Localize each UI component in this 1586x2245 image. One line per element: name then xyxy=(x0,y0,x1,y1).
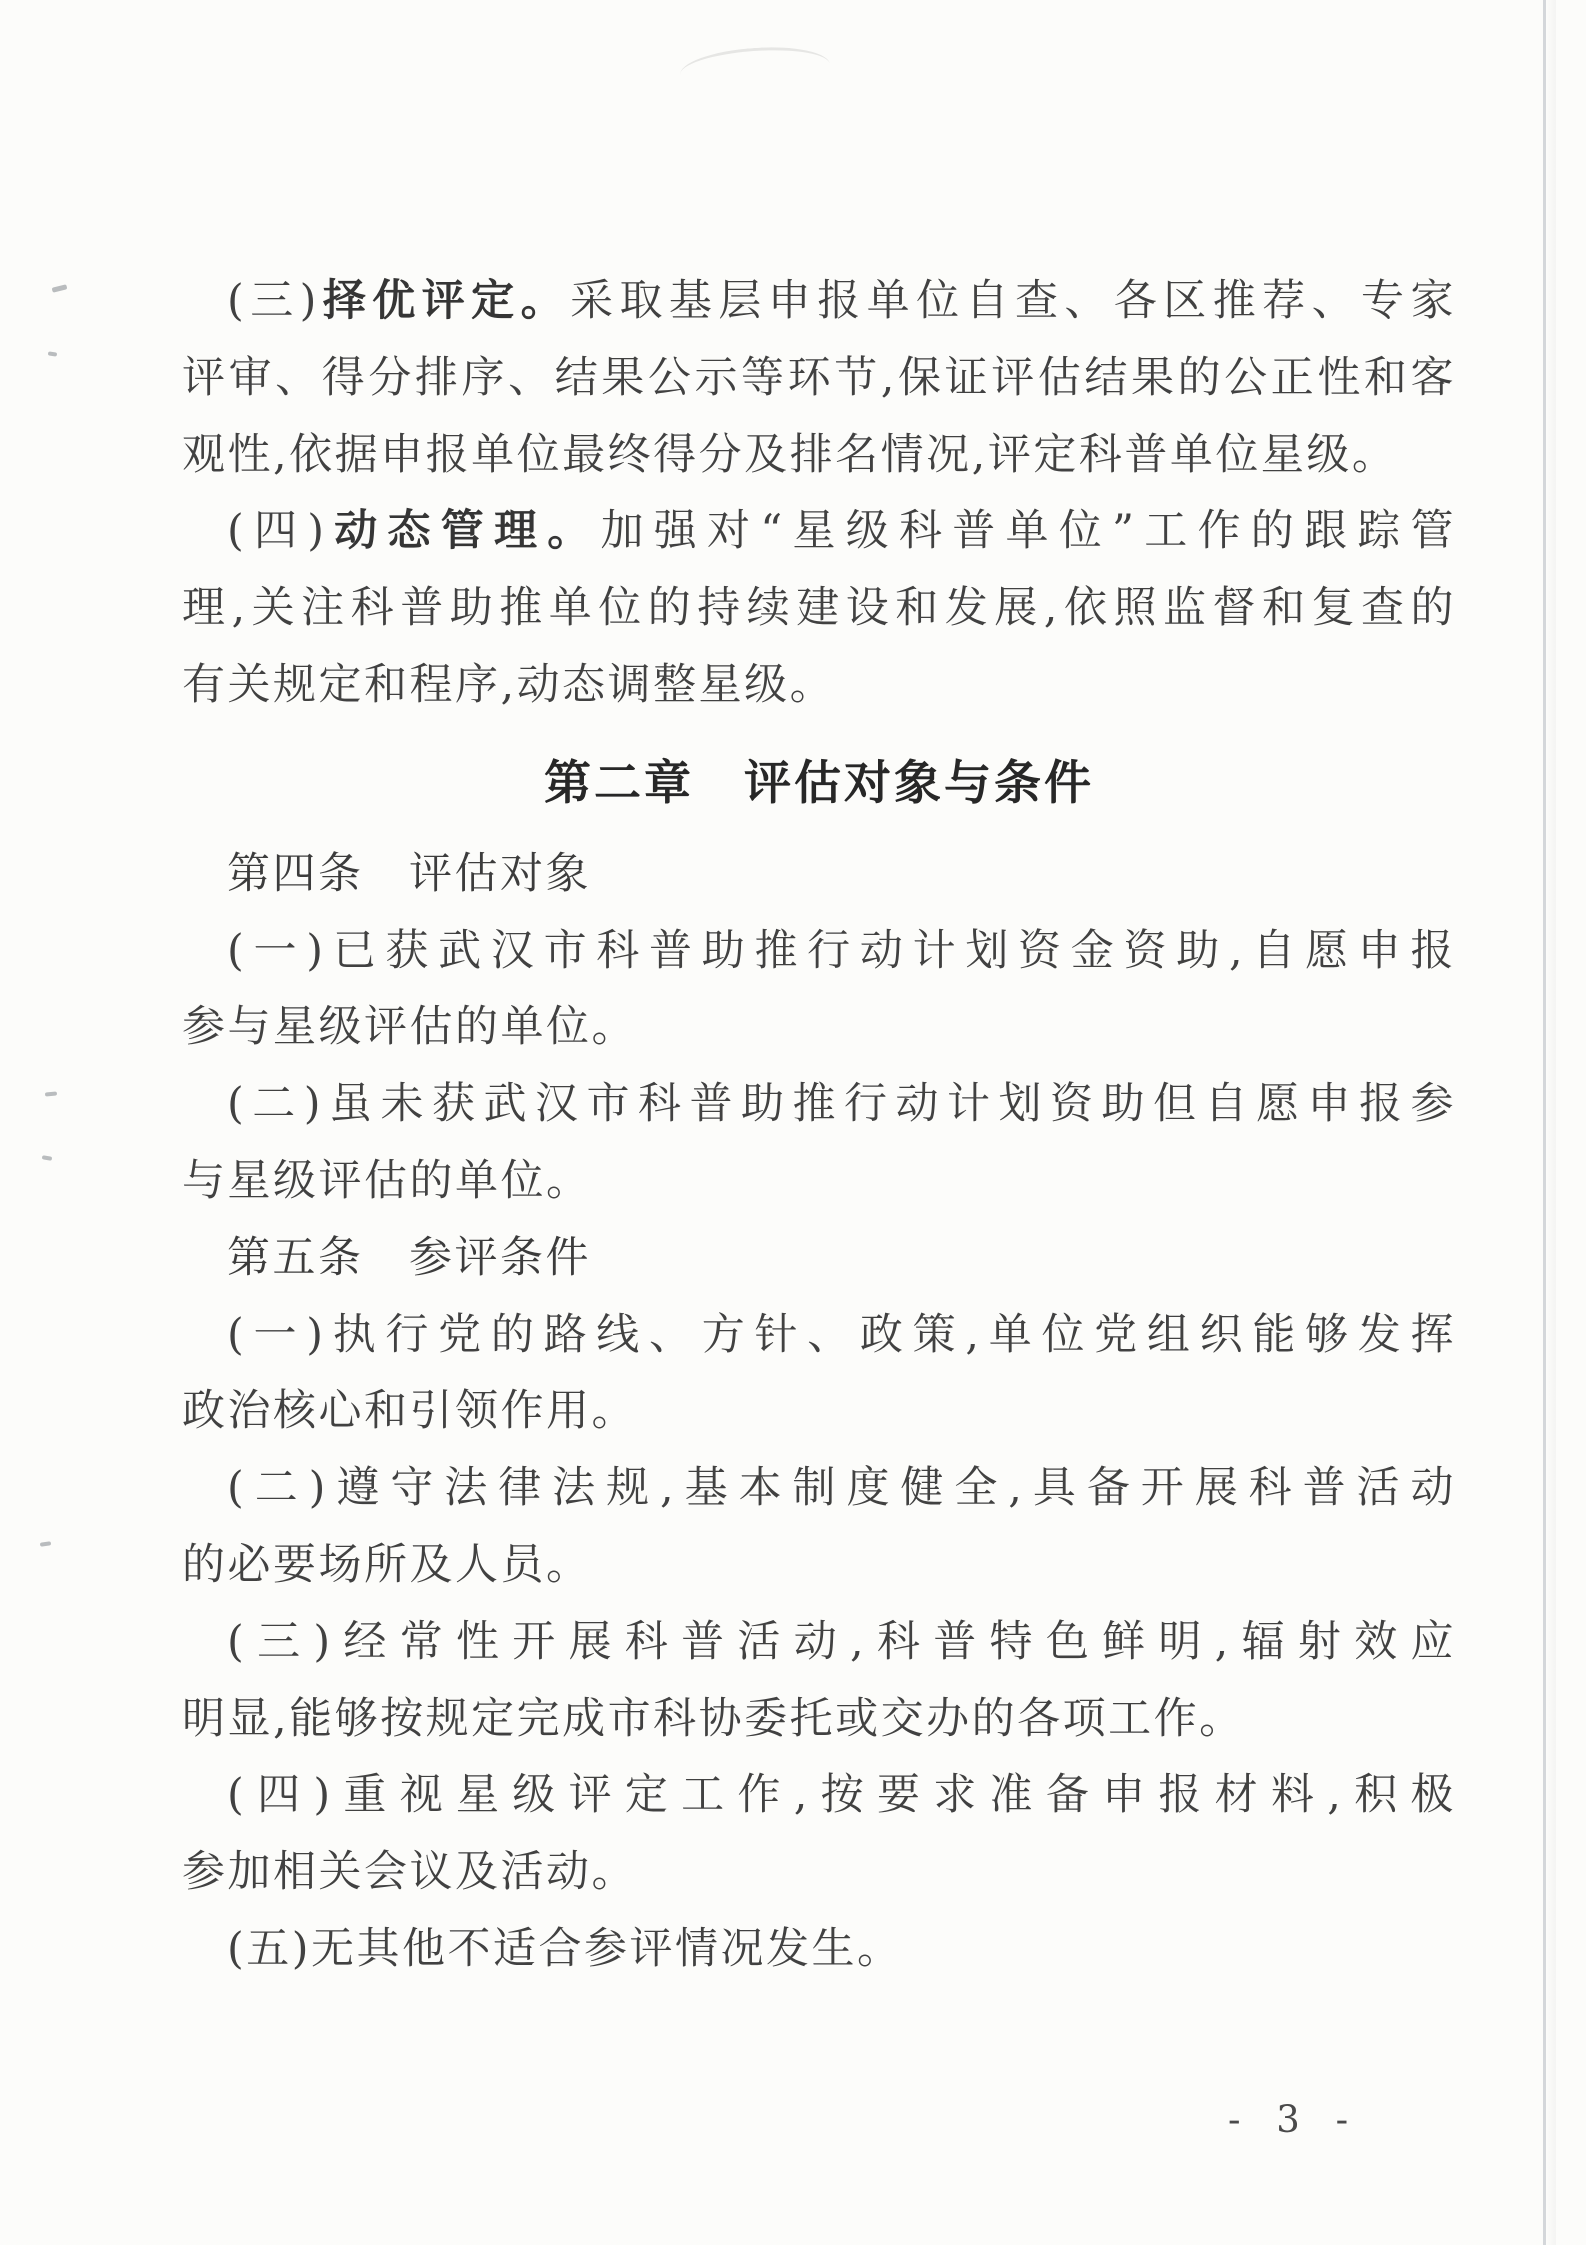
section-heading xyxy=(182,836,1456,913)
scan-artifact xyxy=(42,1155,53,1161)
document-body xyxy=(182,263,1456,1988)
text-segment: 第五条 参评条件 xyxy=(227,1232,591,1283)
text-segment: 与星级评估的单位。 xyxy=(182,1155,592,1206)
scan-edge-shadow xyxy=(1546,0,1556,2245)
text-line xyxy=(182,1911,1456,1988)
section-heading xyxy=(182,1220,1456,1297)
text-line xyxy=(182,647,1456,724)
text-segment: 政治核心和引领作用。 xyxy=(182,1386,637,1437)
text-segment: 加强对“星级科普单位”工作的跟踪管 xyxy=(600,506,1457,557)
scan-artifact xyxy=(52,284,68,292)
text-segment: (一)执行党的路线、方针、政策,单位党组织能够发挥 xyxy=(227,1309,1456,1360)
text-segment: 采取基层申报单位自查、各区推荐、专家 xyxy=(570,276,1456,326)
text-line xyxy=(182,1834,1456,1911)
text-line xyxy=(182,1066,1456,1143)
text-line xyxy=(182,1757,1456,1834)
text-line xyxy=(182,417,1456,494)
text-segment: 评审、得分排序、结果公示等环节,保证评估结果的公正性和客 xyxy=(182,352,1456,403)
text-segment: (三)经常性开展科普活动,科普特色鲜明,辐射效应 xyxy=(227,1616,1456,1667)
scan-artifact xyxy=(40,1541,51,1546)
text-segment: 参与星级评估的单位。 xyxy=(182,1002,637,1053)
text-segment: (四) xyxy=(227,506,327,557)
text-line xyxy=(182,1681,1456,1758)
scan-artifact xyxy=(48,351,57,356)
text-segment: (五)无其他不适合参评情况发生。 xyxy=(227,1923,903,1974)
text-line xyxy=(182,570,1456,647)
text-segment: 第四条 评估对象 xyxy=(227,848,591,899)
scan-smudge-artifact xyxy=(679,43,832,96)
text-segment: 有关规定和程序,动态调整星级。 xyxy=(182,659,836,710)
text-segment: 观性,依据申报单位最终得分及排名情况,评定科普单位星级。 xyxy=(182,429,1398,480)
text-line xyxy=(182,913,1456,990)
emphasis-text: 择优评定。 xyxy=(318,276,571,326)
text-line xyxy=(182,1373,1456,1450)
text-segment: (二)遵守法律法规,基本制度健全,具备开展科普活动 xyxy=(227,1463,1456,1514)
text-line xyxy=(182,1604,1456,1681)
chapter-heading xyxy=(182,744,1456,824)
text-segment: (一)已获武汉市科普助推行动计划资金资助,自愿申报 xyxy=(227,925,1456,976)
emphasis-text: 动态管理。 xyxy=(326,506,601,557)
scan-artifact xyxy=(45,1091,57,1096)
text-segment: (二)虽未获武汉市科普助推行动计划资助但自愿申报参 xyxy=(227,1079,1456,1130)
text-line xyxy=(182,263,1456,340)
text-segment: 明显,能够按规定完成市科协委托或交办的各项工作。 xyxy=(182,1693,1245,1744)
text-segment: (四)重视星级评定工作,按要求准备申报材料,积极 xyxy=(227,1770,1456,1821)
text-segment: (三) xyxy=(227,276,319,326)
text-segment: 第二章 评估对象与条件 xyxy=(544,755,1094,811)
text-segment: 参加相关会议及活动。 xyxy=(182,1847,637,1898)
text-line xyxy=(182,1450,1456,1527)
text-line xyxy=(182,1527,1456,1604)
text-line xyxy=(182,493,1456,570)
page-number: - 3 - xyxy=(1228,2098,1361,2141)
text-line xyxy=(182,340,1456,417)
text-line xyxy=(182,1297,1456,1374)
text-line xyxy=(182,1143,1456,1220)
text-segment: 的必要场所及人员。 xyxy=(182,1539,592,1590)
text-line xyxy=(182,989,1456,1066)
text-segment: 理,关注科普助推单位的持续建设和发展,依照监督和复查的 xyxy=(182,583,1456,634)
scan-edge-line xyxy=(1543,0,1546,2245)
